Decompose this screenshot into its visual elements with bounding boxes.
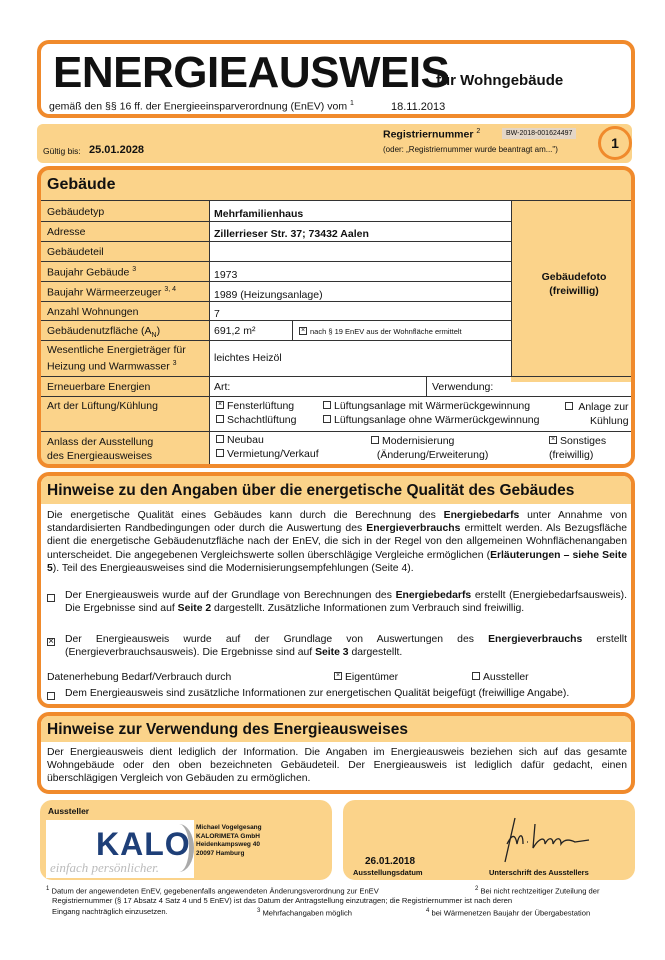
bold-text: Energieverbrauchs [366, 523, 461, 535]
option-label: Lüftungsanlage mit Wärmerückgewinnung [334, 400, 531, 412]
grid-line [41, 396, 635, 397]
text: unter Annahme von standardisierten Randbedingungen oder durch die Auswertung des [47, 510, 627, 535]
usable-area-label-end: ) [156, 325, 161, 337]
issue-date-label: Ausstellungsdatum [353, 868, 423, 877]
footnote-ref: 1 [349, 100, 354, 107]
building-part-label: Gebäudeteil [47, 246, 104, 258]
ventilation-option-shaft[interactable] [216, 414, 296, 426]
legal-basis [49, 100, 354, 113]
photo-label-line1: Gebäudefoto [541, 271, 607, 283]
section-header [41, 476, 631, 504]
footnote-text: bei Wärmenetzen Baujahr der Übergabestation [431, 908, 591, 918]
building-photo-placeholder [513, 270, 635, 298]
section-title: Hinweise zu den Angaben über die energetische Qualität des Gebäudes [47, 482, 575, 499]
ventilation-option-cooling[interactable] [565, 400, 629, 428]
checkbox-checked[interactable]: × [550, 436, 556, 444]
checkbox-unchecked[interactable] [323, 415, 331, 423]
data-collection-issuer[interactable] [472, 672, 529, 683]
signature-label: Unterschrift des Ausstellers [489, 868, 589, 877]
footnote-ref: 2 [476, 128, 481, 135]
photo-label-line2: (freiwillig) [549, 285, 599, 297]
footnote-ref: 3 [172, 360, 177, 367]
text: Die energetische Qualität eines Gebäudes kann durch die Berechnung des [47, 510, 444, 521]
construction-year-label-text: Baujahr Gebäude [47, 266, 130, 279]
bold-text: Seite 2 [177, 603, 212, 615]
option-label: Schachtlüftung [227, 414, 297, 426]
bold-text: Seite 3 [315, 647, 349, 659]
checkbox-checked[interactable]: × [300, 327, 306, 335]
document-header [37, 40, 635, 118]
option-label: Vermietung/Verkauf [227, 448, 319, 460]
checkbox-additional-info[interactable] [47, 692, 55, 700]
registration-bar [37, 124, 632, 163]
grid-line [41, 221, 511, 222]
energy-carrier-label-line2: Heizung und Warmwasser [47, 360, 170, 373]
issuer-address [196, 824, 262, 858]
grid-line [41, 301, 511, 302]
issuer-name: Michael Vogelgesang [196, 824, 262, 831]
reason-label-line1: Anlass der Ausstellung [47, 436, 154, 448]
grid-line [41, 241, 511, 242]
valid-until-label: Gültig bis: [43, 146, 81, 156]
data-collection-owner[interactable] [334, 672, 398, 683]
address-value: Zillerrieser Str. 37; 73432 Aalen [214, 228, 369, 240]
issuer-box [40, 800, 332, 880]
valid-until-date: 25.01.2028 [89, 144, 145, 156]
construction-year-label [47, 266, 136, 279]
issuer-city: 20097 Hamburg [196, 849, 245, 857]
reason-label [47, 435, 153, 463]
legal-basis-text: gemäß den §§ 16 ff. der Energieeinsparverordnung (EnEV) vom [49, 100, 348, 113]
checkbox-unchecked[interactable] [216, 435, 224, 443]
energy-quality-hints-section [37, 472, 635, 708]
option-label-cont: (Änderung/Erweiterung) [376, 449, 489, 461]
renewable-use-label: Verwendung: [432, 381, 494, 393]
text: erstellt (Energieverbrauchsausweis). Die Ergebnisse sind auf [65, 634, 627, 659]
building-type-label: Gebäudetyp [47, 206, 105, 218]
building-type-value: Mehrfamilienhaus [214, 208, 304, 220]
footnote-text: Mehrfachangaben möglich [262, 908, 352, 918]
option-label: Aussteller [483, 672, 529, 683]
usable-area-label-text: Gebäudenutzfläche (A [47, 325, 152, 337]
text: Der Energieausweis wurde auf der Grundlage von Auswertungen des [65, 634, 489, 645]
bold-text: Energiebedarfs [395, 590, 472, 601]
apartments-label: Anzahl Wohnungen [47, 306, 139, 318]
heater-year-label-text: Baujahr Wärmeerzeuger [47, 286, 162, 299]
option-label: Modernisierung [382, 435, 455, 447]
option-label: Anlage zur [578, 401, 629, 413]
section-title: Gebäude [47, 176, 116, 193]
grid-line [511, 200, 512, 376]
page-number-badge: 1 [598, 126, 632, 160]
usage-text: Der Energieausweis dient lediglich der Information. Die Angaben im Energieausweis beziehen sich auf das gesamte Wohngebäude oder den oben bezeichneten Gebäudeteil. Der Energieausweis ist lediglich dafür gedacht, einen überschlägigen Vergleich von Gebäuden zu ermöglichen. [47, 747, 627, 785]
option-label-cont: (freiwillig) [549, 449, 594, 461]
document-subtitle: für Wohngebäude [436, 72, 564, 89]
consumption-certificate-text [65, 633, 627, 659]
usable-area-label [47, 325, 160, 339]
grid-line [41, 200, 635, 201]
logo-tagline: einfach persönlicher. [50, 860, 160, 875]
footnote-1: $^1$ Datum der angewendeten EnEV, gegebenenfalls angewendeten Änderungsverordnung zur EnEV [46, 886, 379, 896]
heater-year-label [47, 286, 176, 299]
building-section [37, 166, 635, 468]
grid-line [41, 431, 635, 432]
registration-number: BW-2018-001624497 [502, 128, 576, 139]
renewable-label: Erneuerbare Energien [47, 381, 151, 393]
footnote-text: Bei nicht rechtzeitiger Zuteilung der [480, 886, 600, 896]
footnote-2-cont: Registriernummer (§ 17 Absatz 4 Satz 4 und 5 EnEV) ist das Datum der Antragstellung einzutragen; die Registriernummer ist nach deren [52, 896, 513, 905]
reason-option-rent-sale[interactable] [216, 448, 319, 460]
usable-area-note [299, 327, 462, 336]
section-title: Hinweise zur Verwendung des Energieausweises [47, 721, 408, 738]
usable-area-note-text: nach § 19 EnEV aus der Wohnfläche ermittelt [310, 327, 462, 336]
grid-line [41, 376, 635, 377]
issuer-label: Aussteller [48, 806, 90, 816]
bold-text: Energieverbrauchs [488, 634, 583, 645]
reason-option-other[interactable] [549, 434, 606, 462]
text: dargestellt. [348, 647, 403, 659]
checkbox-checked[interactable]: × [335, 672, 341, 680]
text: dargestellt. Zusätzliche Informationen zum Verbrauch sind freiwillig. [211, 603, 525, 615]
checkbox-checked[interactable]: × [217, 401, 223, 409]
hints-intro-paragraph [47, 509, 627, 575]
option-label: Neubau [227, 434, 264, 446]
usable-area-subscript: N [151, 332, 157, 340]
grid-line [41, 261, 511, 262]
issue-date: 26.01.2018 [365, 856, 416, 867]
usable-area-value: 691,2 m² [214, 325, 256, 337]
apartments-value: 7 [214, 308, 220, 320]
text: erstellt (Energiebedarfsausweis). Die Ergebnisse sind auf [65, 590, 627, 615]
heater-year-value: 1989 (Heizungsanlage) [214, 289, 323, 301]
reason-option-modernisation[interactable] [371, 434, 488, 462]
registration-label [383, 128, 480, 141]
checkbox-unchecked[interactable] [371, 436, 379, 444]
bold-text: Energiebedarfs [443, 510, 520, 521]
energy-carrier-label [47, 344, 186, 374]
checkbox-unchecked[interactable] [323, 401, 331, 409]
signature-box [343, 800, 635, 880]
registration-label-text: Registriernummer [383, 128, 474, 141]
grid-line [209, 200, 210, 468]
issuer-company: KALORIMETA GmbH [196, 832, 260, 840]
energy-carrier-label-line1: Wesentliche Energieträger für [47, 344, 186, 356]
footnote-2: $^2$ Bei nicht rechtzeitiger Zuteilung der [475, 886, 600, 896]
checkbox-consumption-certificate[interactable]: × [48, 636, 54, 647]
usage-hints-section [37, 712, 635, 794]
footnote-text: Datum der angewendeten EnEV, gegebenenfalls angewendeten Änderungsverordnung zur EnEV [51, 886, 379, 896]
text: Der Energieausweis wurde auf der Grundlage von Berechnungen des [65, 590, 396, 601]
option-label: Eigentümer [345, 672, 399, 683]
checkbox-unchecked[interactable] [565, 402, 573, 410]
logo-wordmark: KALO [96, 826, 191, 862]
text: ermittelt werden. Als Bezugsfläche dient die energetische Gebäudenutzfläche nach der EnEV, die sich in der Regel von den allgemeinen Wohnflächenangaben unterscheidet. Die angegebenen Vergleichswerte sollen überschlägige Vergleiche ermöglichen ( [47, 523, 628, 561]
demand-certificate-text [65, 589, 627, 615]
checkbox-demand-certificate[interactable] [47, 594, 55, 602]
option-label: Sonstiges [560, 435, 607, 447]
grid-line [292, 320, 293, 340]
ventilation-option-without-recovery[interactable] [323, 414, 539, 426]
reason-label-line2: des Energieausweises [47, 450, 153, 462]
checkbox-unchecked[interactable] [472, 672, 480, 680]
footnote-4: $^4$ bei Wärmenetzen Baujahr der Übergabestation [426, 908, 591, 918]
option-label: Lüftungsanlage ohne Wärmerückgewinnung [334, 414, 540, 426]
ventilation-option-window[interactable] [216, 400, 294, 412]
checkbox-unchecked[interactable] [216, 449, 224, 457]
footnote-2-end: Eingang nachträglich einzusetzen. [52, 907, 168, 916]
registration-hint: (oder: „Registriernummer wurde beantragt am...") [383, 145, 558, 154]
construction-year-value: 1973 [214, 269, 238, 281]
footnote-3: $^3$ Mehrfachangaben möglich [257, 908, 352, 918]
logo-arc-icon [164, 824, 194, 872]
kalo-logo [46, 820, 194, 878]
grid-line [41, 340, 511, 341]
grid-line [41, 320, 511, 321]
ventilation-label: Art der Lüftung/Kühlung [47, 400, 158, 412]
issuer-street: Heidenkampsweg 40 [196, 841, 260, 848]
data-collection-label: Datenerhebung Bedarf/Verbrauch durch [47, 672, 232, 683]
option-label: Fensterlüftung [227, 400, 295, 412]
footnote-ref: 3, 4 [164, 286, 176, 293]
renewable-type-label: Art: [214, 381, 231, 393]
additional-info-text: Dem Energieausweis sind zusätzliche Informationen zur energetischen Qualität beigefügt (freiwillige Angabe). [65, 688, 570, 699]
footnote-ref: 3 [132, 266, 137, 273]
enev-date: 18.11.2013 [391, 101, 446, 113]
document-title: ENERGIEAUSWEIS [53, 48, 450, 97]
signature-icon [493, 814, 593, 864]
reason-option-new-build[interactable] [216, 434, 264, 446]
bold-text: Erläuterungen – siehe Seite 5 [47, 549, 627, 574]
energy-carrier-value: leichtes Heizöl [214, 352, 282, 364]
text: ). Teil des Energieausweises sind die Modernisierungsempfehlungen (Seite 4). [52, 562, 414, 574]
section-header [41, 716, 631, 742]
option-label-cont: Kühlung [590, 415, 629, 427]
grid-line [41, 281, 511, 282]
ventilation-option-with-recovery[interactable] [323, 400, 530, 412]
checkbox-unchecked[interactable] [216, 415, 224, 423]
grid-line [426, 376, 427, 396]
address-label: Adresse [47, 226, 86, 238]
